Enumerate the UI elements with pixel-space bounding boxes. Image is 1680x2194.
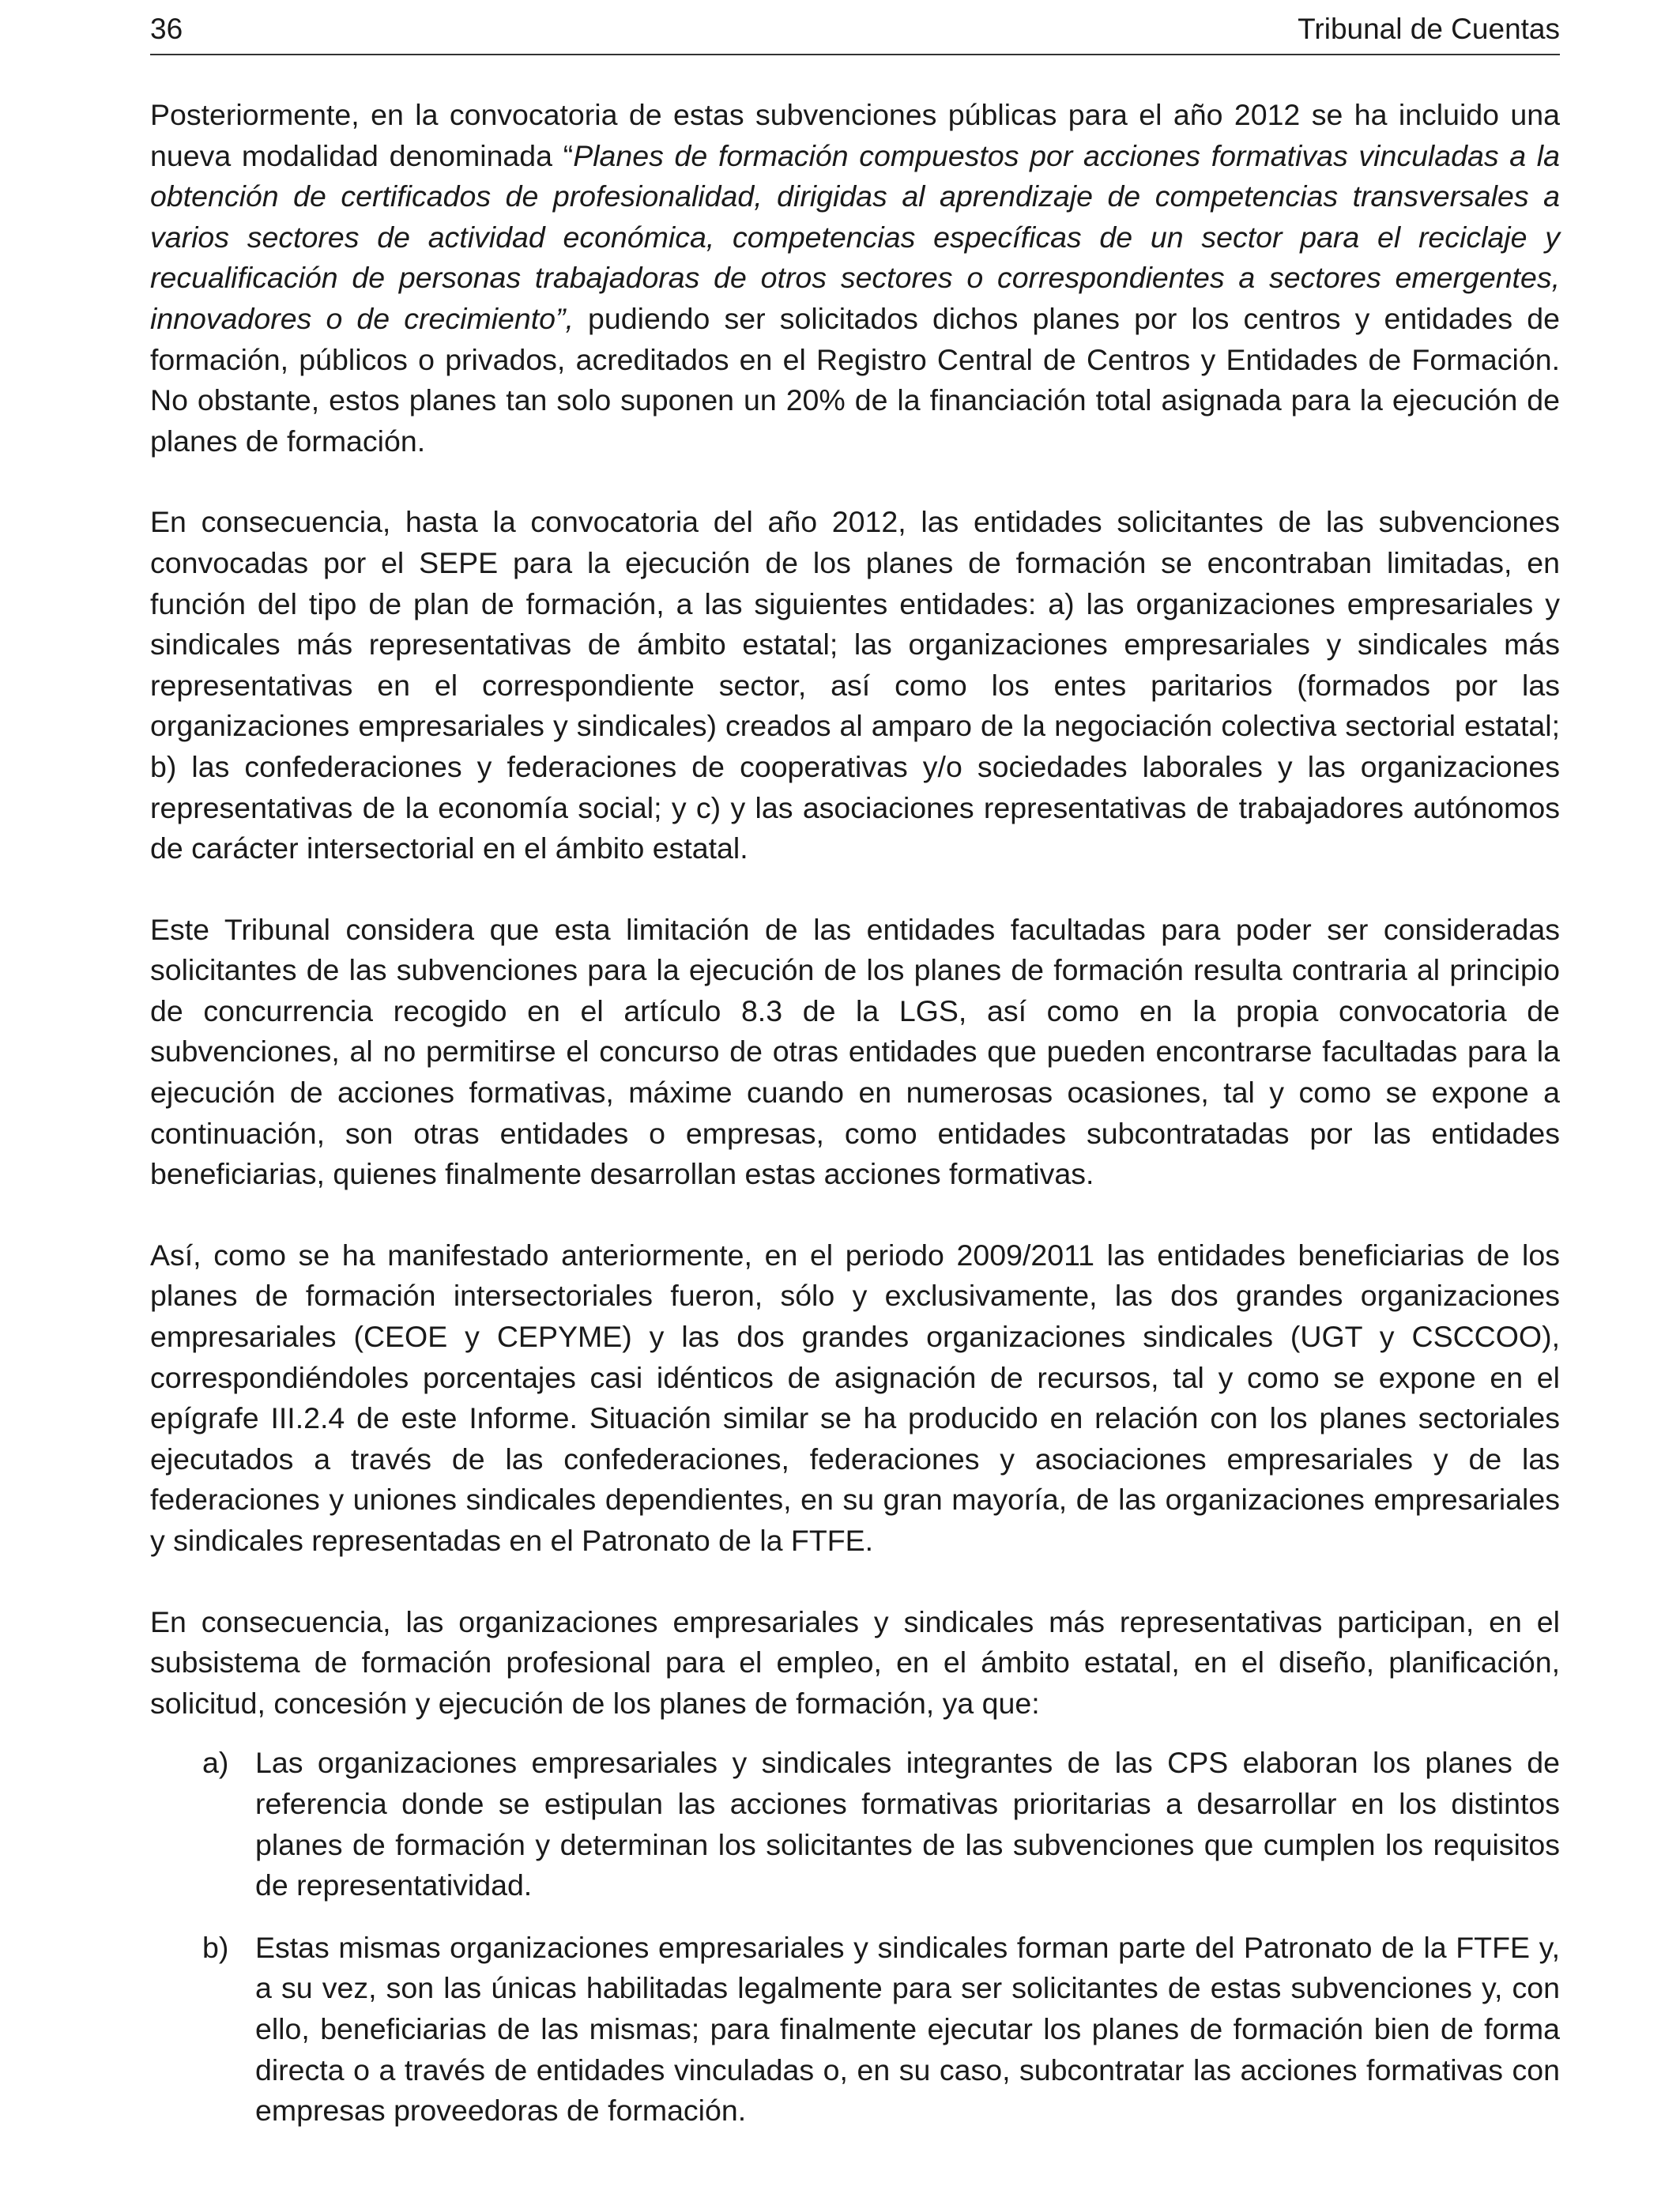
header-title: Tribunal de Cuentas [1298,13,1560,45]
list-item [150,1928,1560,2132]
list-item-text: Las organizaciones empresariales y sindicales integrantes de las CPS elaboran los planes de referencia donde se estipulan las acciones formativas prioritarias a desarrollar en los distintos planes de formación y determinan los solicitantes de las subvenciones que cumplen los requisitos de representatividad. [255,1746,1560,1902]
paragraph-1-text-start: Posteriormente, en la convocatoria de estas subvenciones públicas para el año 2012 se ha incluido una nueva modalidad denominada “ [150,98,1560,172]
page-header [150,5,1560,55]
document-body [150,95,1560,2132]
paragraph-3: Este Tribunal considera que esta limitación de las entidades facultadas para poder ser consideradas solicitantes de las subvenciones para la ejecución de los planes de formación resulta contraria al principio de concurrencia recogido en el artículo 8.3 de la LGS, así como en la propia convocatoria de subvenciones, al no permitirse el concurso de otras entidades que pueden encontrarse facultadas para la ejecución de acciones formativas, máxime cuando en numerosas ocasiones, tal y como se expone a continuación, son otras entidades o empresas, como entidades subcontratadas por las entidades beneficiarias, quienes finalmente desarrollan estas acciones formativas. [150,912,1560,1191]
paragraph-4: Así, como se ha manifestado anteriormente, en el periodo 2009/2011 las entidades beneficiarias de los planes de formación intersectoriales fueron, sólo y exclusivamente, las dos grandes organizaciones empresariales (CEOE y CEPYME) y las dos grandes organizaciones sindicales (UGT y CSCCOO), correspondiéndoles porcentajes casi idénticos de asignación de recursos, tal y como se expone en el epígrafe III.2.4 de este Informe. Situación similar se ha producido en relación con los planes sectoriales ejecutados a través de las confederaciones, federaciones y asociaciones empresariales y de las federaciones y uniones sindicales dependientes, en su gran mayoría, de las organizaciones empresariales y sindicales representadas en el Patronato de la FTFE. [150,1238,1560,1557]
list-marker: b) [202,1930,229,1964]
document-page [150,0,1560,2153]
list-item [150,1743,1560,1906]
paragraph-1 [150,95,1560,462]
paragraph-1-italic-quote: Planes de formación compuestos por acciones formativas vinculadas a la obtención de certificados de profesionalidad, dirigidas al aprendizaje de competencias transversales a varios sectores de actividad económica, competencias específicas de un sector para el reciclaje y recualificación de personas trabajadoras de otros sectores o correspondientes a sectores emergentes, innovadores o de crecimiento”, [150,138,1560,335]
enumerated-list [150,1743,1560,2131]
page-number: 36 [150,13,183,45]
list-marker: a) [202,1746,229,1780]
paragraph-5: En consecuencia, las organizaciones empresariales y sindicales más representativas participan, en el subsistema de formación profesional para el empleo, en el ámbito estatal, en el diseño, planificación, solicitud, concesión y ejecución de los planes de formación, ya que: [150,1604,1560,1720]
paragraph-2: En consecuencia, hasta la convocatoria del año 2012, las entidades solicitantes de las subvenciones convocadas por el SEPE para la ejecución de los planes de formación se encontraban limitadas, en función del tipo de plan de formación, a las siguientes entidades: a) las organizaciones empresariales y sindicales más representativas de ámbito estatal; las organizaciones empresariales y sindicales más representativas en el correspondiente sector, así como los entes paritarios (formados por las organizaciones empresariales y sindicales) creados al amparo de la negociación colectiva sectorial estatal; b) las confederaciones y federaciones de cooperativas y/o sociedades laborales y las organizaciones representativas de la economía social; y c) y las asociaciones representativas de trabajadores autónomos de carácter intersectorial en el ámbito estatal. [150,505,1560,865]
paragraph-1-text-end: pudiendo ser solicitados dichos planes por los centros y entidades de formación, públicos o privados, acreditados en el Registro Central de Centros y Entidades de Formación. No obstante, estos planes tan solo suponen un 20% de la financiación total asignada para la ejecución de planes de formación. [150,301,1560,458]
list-item-text: Estas mismas organizaciones empresariales y sindicales forman parte del Patronato de la FTFE y, a su vez, son las únicas habilitadas legalmente para ser solicitantes de estas subvenciones y, con ello, beneficiarias de las mismas; para finalmente ejecutar los planes de formación bien de forma directa o a través de entidades vinculadas o, en su caso, subcontratar las acciones formativas con empresas proveedoras de formación. [255,1930,1560,2128]
